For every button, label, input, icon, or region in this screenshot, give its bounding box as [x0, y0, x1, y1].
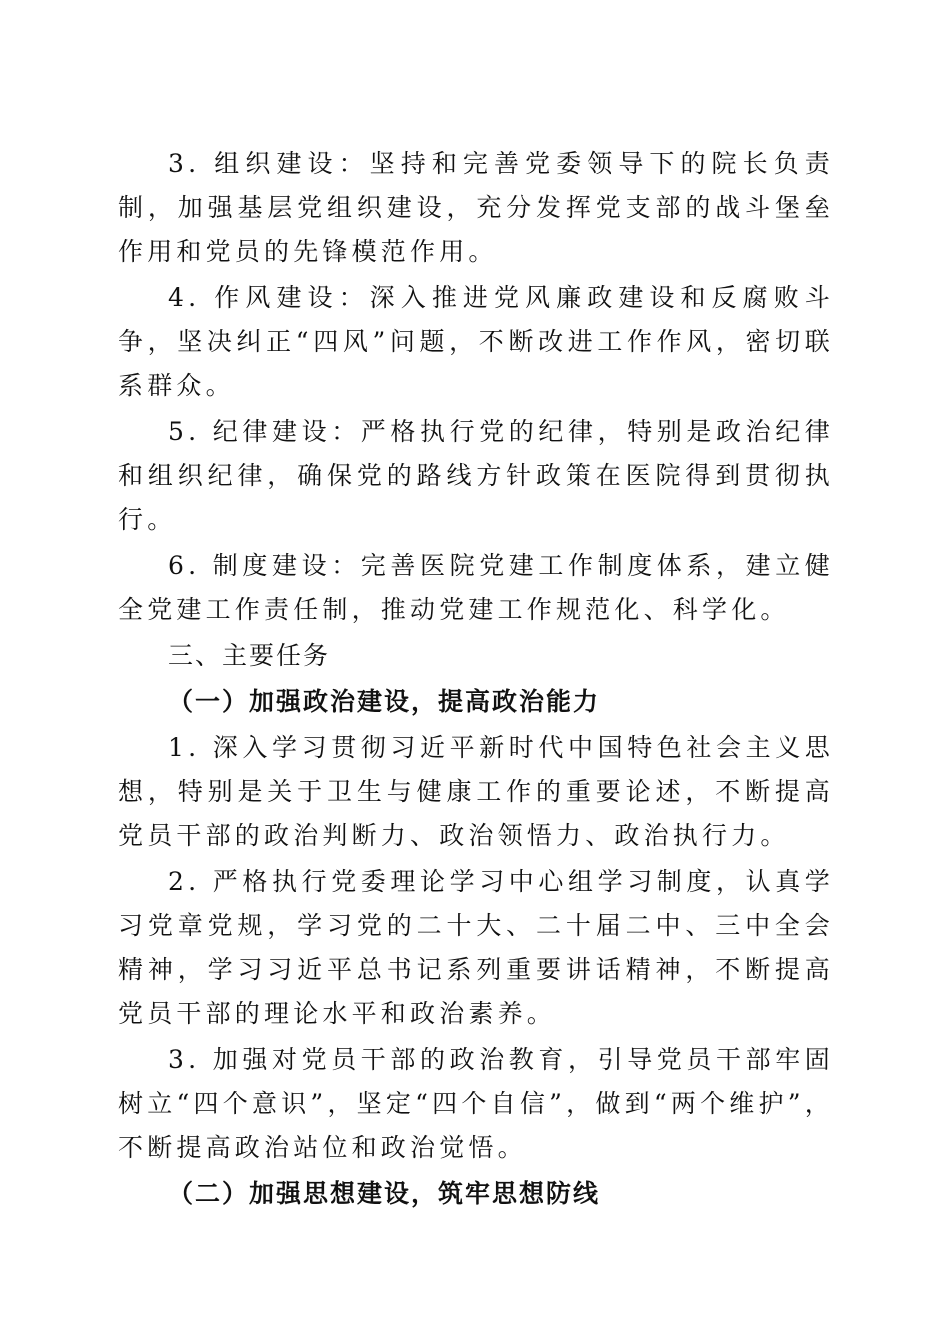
paragraph-work-style-building: 4. 作风建设：深入推进党风廉政建设和反腐败斗争，坚决纠正“四风”问题，不断改进工作作风，密切联系群众。	[118, 283, 834, 400]
section-heading-main-tasks: 三、主要任务	[168, 641, 331, 670]
subsection-heading-political-building: （一）加强政治建设，提高政治能力	[168, 687, 601, 716]
subsection-heading-ideological-building: （二）加强思想建设，筑牢思想防线	[168, 1179, 601, 1208]
paragraph-discipline-building: 5. 纪律建设：严格执行党的纪律，特别是政治纪律和组织纪律，确保党的路线方针政策在医院得到贯彻执行。	[118, 417, 834, 534]
paragraph-system-building: 6. 制度建设：完善医院党建工作制度体系，建立健全党建工作责任制，推动党建工作规范化、科学化。	[118, 551, 834, 624]
paragraph-organization-building: 3. 组织建设：坚持和完善党委领导下的院长负责制，加强基层党组织建设，充分发挥党支部的战斗堡垒作用和党员的先锋模范作用。	[118, 149, 834, 266]
paragraph-task-2: 2. 严格执行党委理论学习中心组学习制度，认真学习党章党规，学习党的二十大、二十届二中、三中全会精神，学习习近平总书记系列重要讲话精神，不断提高党员干部的理论水平和政治素养。	[118, 867, 834, 1028]
paragraph-task-1: 1. 深入学习贯彻习近平新时代中国特色社会主义思想，特别是关于卫生与健康工作的重要论述，不断提高党员干部的政治判断力、政治领悟力、政治执行力。	[118, 733, 834, 850]
document-body	[118, 142, 834, 1218]
paragraph-task-3: 3. 加强对党员干部的政治教育，引导党员干部牢固树立“四个意识”，坚定“四个自信”，做到“两个维护”，不断提高政治站位和政治觉悟。	[118, 1045, 834, 1162]
